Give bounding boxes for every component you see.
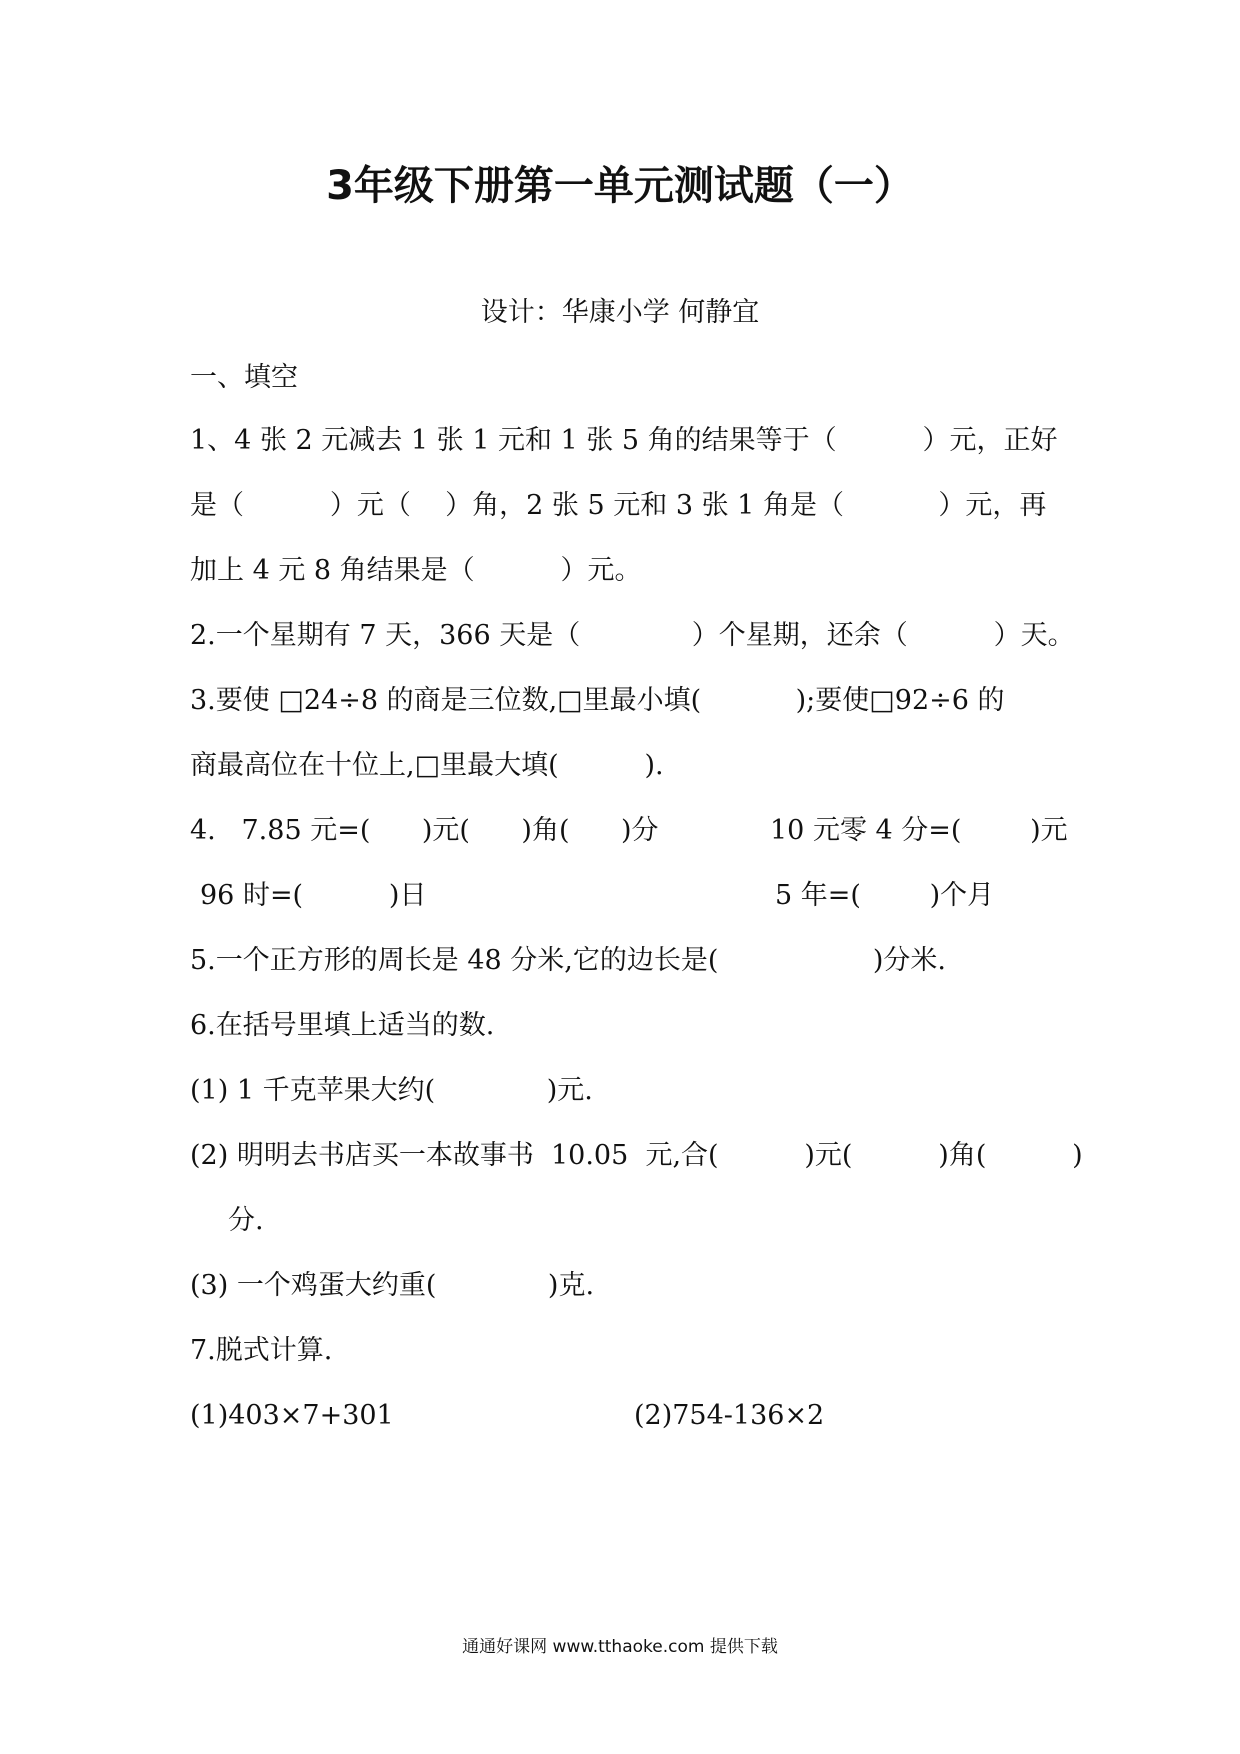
footer-source: 通通好课网 www.tthaoke.com 提供下载	[462, 1637, 778, 1657]
question-6-heading: 6.在括号里填上适当的数.	[190, 1010, 495, 1041]
designer-credit: 设计：华康小学 何静宜	[480, 297, 760, 328]
question-3-line-1: 3.要使 □24÷8 的商是三位数,□里最小填( );要使□92÷6 的	[190, 685, 1005, 716]
question-6-part-1: (1) 1 千克苹果大约( )元.	[190, 1075, 593, 1106]
question-5: 5.一个正方形的周长是 48 分米,它的边长是( )分米.	[190, 945, 946, 976]
section-heading: 一、填空	[190, 362, 298, 393]
question-7-item-1: (1)403×7+301	[190, 1400, 394, 1431]
question-4-item-c: 96 时=( )日	[200, 880, 427, 911]
question-6-part-2-continued: 分.	[228, 1205, 264, 1236]
question-6-part-3: (3) 一个鸡蛋大约重( )克.	[190, 1270, 595, 1301]
question-4-item-b: 10 元零 4 分=( )元	[770, 815, 1068, 846]
question-1-line-2: 是（ ）元（ ）角，2 张 5 元和 3 张 1 角是（ ）元，再	[190, 490, 1047, 521]
question-4-item-d: 5 年=( )个月	[775, 880, 995, 911]
question-2: 2.一个星期有 7 天，366 天是（ ）个星期，还余（ ）天。	[190, 620, 1075, 651]
question-7-heading: 7.脱式计算.	[190, 1335, 333, 1366]
question-1-line-1: 1、4 张 2 元减去 1 张 1 元和 1 张 5 角的结果等于（ ）元，正好	[190, 425, 1058, 456]
question-1-line-3: 加上 4 元 8 角结果是（ ）元。	[190, 555, 642, 586]
question-7-item-2: (2)754-136×2	[634, 1400, 825, 1431]
question-3-line-2: 商最高位在十位上,□里最大填( ).	[190, 750, 664, 781]
page-title: 3年级下册第一单元测试题（一）	[326, 163, 914, 209]
question-6-part-2: (2) 明明去书店买一本故事书 10.05 元,合( )元( )角( )	[190, 1140, 1083, 1171]
question-4-item-a: 4. 7.85 元=( )元( )角( )分	[190, 815, 659, 846]
